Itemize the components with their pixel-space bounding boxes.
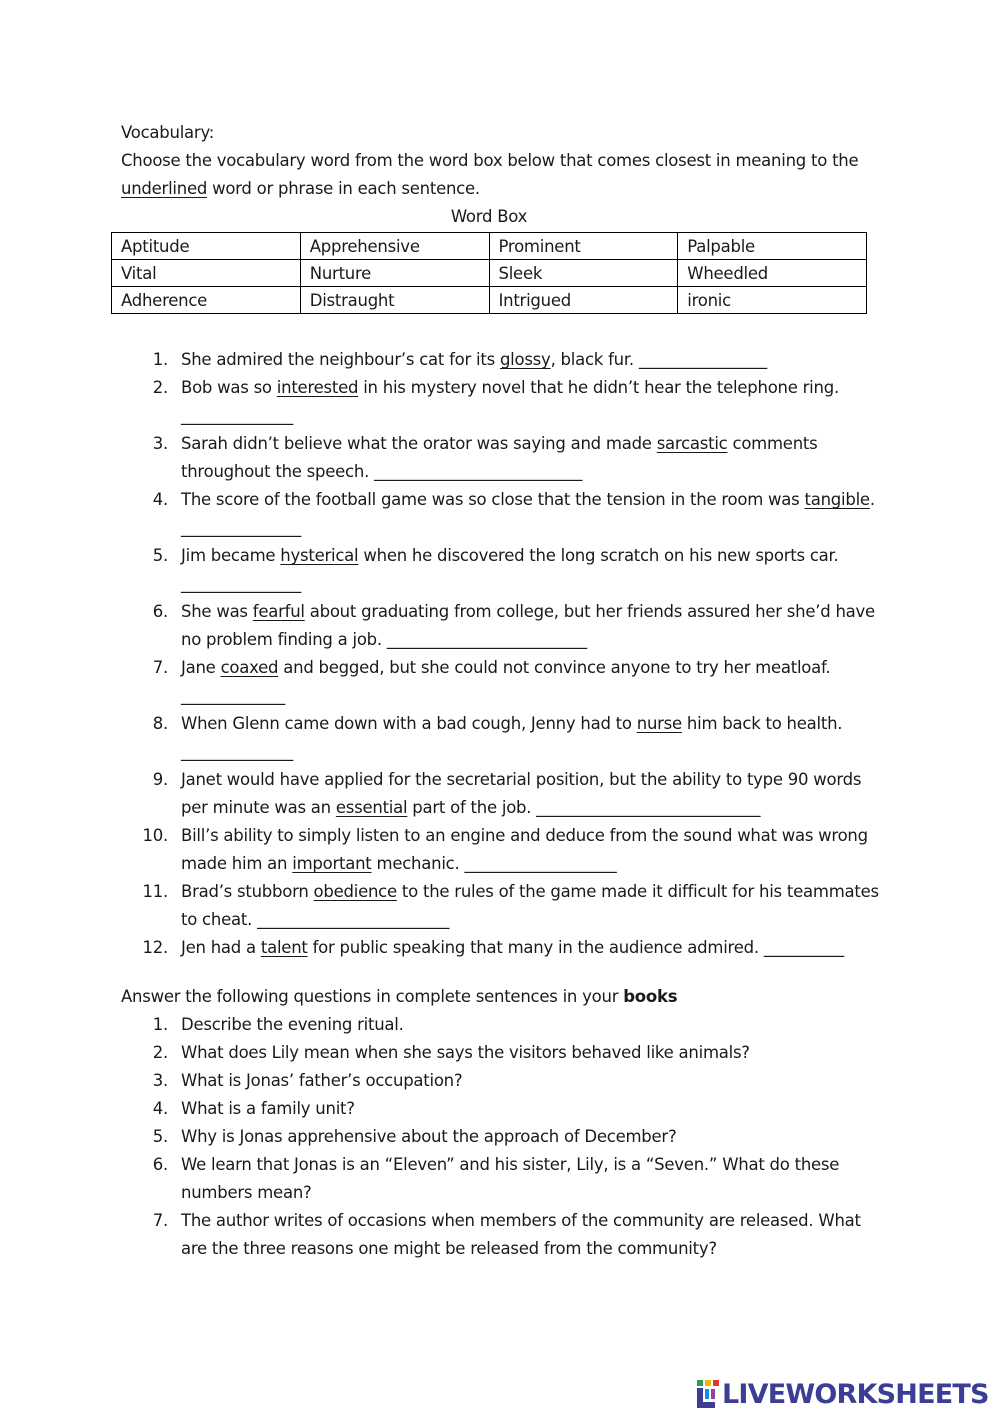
word-box-cell: Intrigued [489, 287, 678, 314]
question-text: What is Jonas’ father’s occupation? [181, 1071, 463, 1090]
question-text: What does Lily mean when she says the visitors behaved like animals? [181, 1043, 750, 1062]
vocab-question [0, 878, 881, 934]
answer-blank[interactable]: ______________ [181, 742, 293, 761]
question-number: 7. [152, 658, 168, 677]
question-text: Bob was so [181, 378, 277, 397]
question-number: 1. [152, 350, 168, 369]
word-box-cell: Prominent [489, 233, 678, 260]
word-box-cell: Wheedled [678, 260, 867, 287]
answer-blank[interactable]: ________________ [638, 350, 767, 369]
question-text: to the rules of the game made it difficult for his teammates to cheat. [181, 882, 879, 929]
question-number: 7. [152, 1211, 168, 1230]
vocabulary-instructions [121, 147, 891, 203]
question-number: 2. [152, 378, 168, 397]
question-text: him back to health. [681, 714, 843, 733]
question-number: 6. [152, 602, 168, 621]
underlined-word: glossy [499, 350, 551, 369]
question-text: comments throughout the speech. [181, 434, 818, 481]
vocab-question [0, 822, 881, 878]
comprehension-instructions [121, 983, 677, 1011]
underlined-word: hysterical [280, 546, 359, 565]
word-box-cell: Sleek [489, 260, 678, 287]
comprehension-question [0, 1095, 881, 1123]
question-text: Why is Jonas apprehensive about the approach of December? [181, 1127, 677, 1146]
vocab-question [0, 598, 881, 654]
vocab-question [0, 346, 881, 374]
question-text: What is a family unit? [181, 1099, 355, 1118]
instructions-underlined-word: underlined [121, 179, 208, 198]
vocab-question [0, 374, 881, 430]
question-text: The score of the football game was so close that the tension in the room was [181, 490, 805, 509]
question-text: , black fur. [550, 350, 639, 369]
answer-blank[interactable]: __________ [763, 938, 844, 957]
liveworksheets-logo-text: LIVEWORKSHEETS [722, 1378, 989, 1410]
question-number: 3. [152, 434, 168, 453]
question-text: The author writes of occasions when members of the community are released. What are the three reasons one might be released from the community? [181, 1211, 861, 1258]
answer-blank[interactable]: ____________________________ [536, 798, 761, 817]
comprehension-question [0, 1067, 881, 1095]
answer-blank[interactable]: _________________________ [386, 630, 587, 649]
comprehension-question-list [0, 1011, 1000, 1263]
question-number: 4. [152, 490, 168, 509]
word-box-cell: Adherence [112, 287, 301, 314]
vocab-question [0, 654, 881, 710]
question-number: 12. [142, 938, 168, 957]
question-text: mechanic. [371, 854, 465, 873]
underlined-word: talent [260, 938, 308, 957]
answer-blank[interactable]: ______________ [181, 406, 293, 425]
liveworksheets-logo-icon [697, 1380, 719, 1408]
word-box-row [112, 287, 867, 314]
answer-blank[interactable]: ________________________ [257, 910, 450, 929]
word-box-caption: Word Box [450, 207, 528, 226]
question-number: 9. [152, 770, 168, 789]
word-box-cell: Distraught [300, 287, 489, 314]
question-text: when he discovered the long scratch on his new sports car. [358, 546, 839, 565]
underlined-word: coaxed [220, 658, 279, 677]
underlined-word: fearful [252, 602, 305, 621]
vocab-question [0, 486, 881, 542]
underlined-word: interested [276, 378, 359, 397]
word-box-cell: Palpable [678, 233, 867, 260]
vocab-question [0, 710, 881, 766]
underlined-word: tangible [804, 490, 870, 509]
answer-blank[interactable]: __________________________ [374, 462, 583, 481]
vocab-question [0, 542, 881, 598]
comprehension-question [0, 1011, 881, 1039]
question-text: Janet would have applied for the secretarial position, but the ability to type 90 words per minute was an [181, 770, 862, 817]
question-text: . [869, 490, 875, 509]
underlined-word: important [292, 854, 372, 873]
question-text: Jim became [181, 546, 281, 565]
question-text: Describe the evening ritual. [181, 1015, 404, 1034]
question-text: about graduating from college, but her friends assured her she’d have no problem finding a job. [181, 602, 875, 649]
word-box-row [112, 260, 867, 287]
vocab-question [0, 766, 881, 822]
comprehension-question [0, 1039, 881, 1067]
instructions-text-end: word or phrase in each sentence. [207, 179, 480, 198]
vocabulary-heading: Vocabulary: [121, 123, 215, 142]
comprehension-question [0, 1207, 881, 1263]
question-number: 2. [152, 1043, 168, 1062]
instructions-text-start: Choose the vocabulary word from the word box below that comes closest in meaning to the [121, 151, 859, 170]
liveworksheets-logo [697, 1377, 989, 1411]
comprehension-question [0, 1123, 881, 1151]
vocabulary-question-list [0, 346, 1000, 962]
question-number: 11. [142, 882, 168, 901]
underlined-word: essential [335, 798, 408, 817]
question-text: Brad’s stubborn [181, 882, 314, 901]
question-text: part of the job. [407, 798, 537, 817]
word-box-cell: Nurture [300, 260, 489, 287]
answer-blank[interactable]: _______________ [181, 518, 301, 537]
question-text: When Glenn came down with a bad cough, Jenny had to [181, 714, 637, 733]
word-box-row [112, 233, 867, 260]
question-text: for public speaking that many in the audience admired. [307, 938, 764, 957]
underlined-word: nurse [636, 714, 682, 733]
question-number: 5. [152, 1127, 168, 1146]
answer-blank[interactable]: _____________ [181, 686, 285, 705]
question-text: and begged, but she could not convince anyone to try her meatloaf. [278, 658, 831, 677]
comprehension-question [0, 1151, 881, 1207]
word-box-cell: ironic [678, 287, 867, 314]
question-text: We learn that Jonas is an “Eleven” and his sister, Lily, is a “Seven.” What do these numbers mean? [181, 1155, 840, 1202]
vocab-question [0, 934, 881, 962]
question-text: Bill’s ability to simply listen to an engine and deduce from the sound what was wrong made him an [181, 826, 868, 873]
underlined-word: obedience [313, 882, 397, 901]
question-number: 5. [152, 546, 168, 565]
question-number: 3. [152, 1071, 168, 1090]
question-number: 4. [152, 1099, 168, 1118]
word-box-cell: Apprehensive [300, 233, 489, 260]
underlined-word: sarcastic [656, 434, 728, 453]
question-text: in his mystery novel that he didn’t hear the telephone ring. [358, 378, 839, 397]
comprehension-instructions-bold: books [623, 987, 678, 1006]
question-number: 10. [142, 826, 168, 845]
question-text: Sarah didn’t believe what the orator was saying and made [181, 434, 657, 453]
question-number: 1. [152, 1015, 168, 1034]
question-number: 6. [152, 1155, 168, 1174]
vocab-question [0, 430, 881, 486]
word-box-cell: Aptitude [112, 233, 301, 260]
question-text: Jen had a [181, 938, 261, 957]
question-text: Jane [181, 658, 221, 677]
answer-blank[interactable]: ___________________ [464, 854, 617, 873]
word-box-table [111, 232, 867, 314]
question-text: She admired the neighbour’s cat for its [181, 350, 500, 369]
word-box-cell: Vital [112, 260, 301, 287]
question-number: 8. [152, 714, 168, 733]
answer-blank[interactable]: _______________ [181, 574, 301, 593]
comprehension-instructions-text: Answer the following questions in complete sentences in your [121, 987, 624, 1006]
question-text: She was [181, 602, 253, 621]
